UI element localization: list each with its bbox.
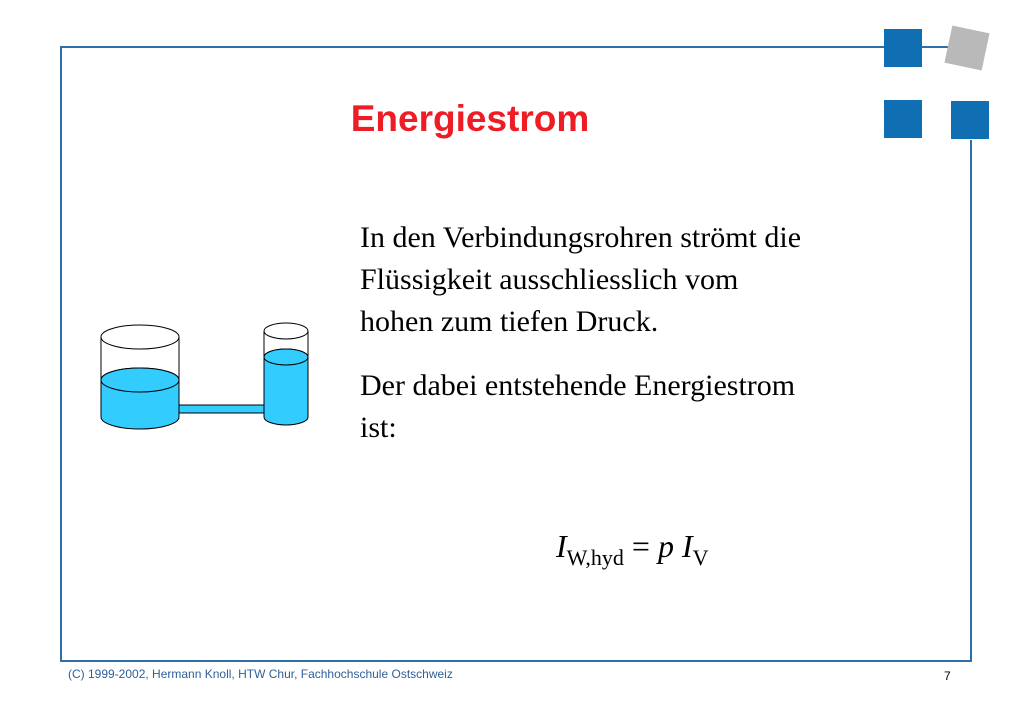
- slide-title: Energiestrom: [350, 98, 590, 139]
- frame-top-line: [60, 46, 972, 48]
- formula-equals: =: [631, 528, 650, 564]
- frame-right-line: [970, 140, 972, 662]
- paragraph-line: Der dabei entstehende Energiestrom: [360, 369, 796, 402]
- large-vessel: [101, 325, 179, 429]
- paragraph-line: In den Verbindungsrohren strömt die: [360, 221, 802, 254]
- paragraph-line: ist:: [360, 411, 397, 444]
- formula-symbol: I: [556, 528, 567, 564]
- frame-bottom-line: [60, 660, 972, 662]
- deco-square-blue: [884, 100, 922, 138]
- formula-pressure: p: [657, 528, 674, 564]
- deco-square-blue: [951, 101, 989, 139]
- energy-flow-formula: [556, 528, 709, 571]
- paragraph-line: Flüssigkeit ausschliesslich vom: [360, 263, 739, 296]
- connecting-pipe: [176, 405, 266, 413]
- body-paragraph-2: [360, 365, 960, 449]
- formula-symbol: I: [681, 528, 693, 564]
- formula-subscript: W,hyd: [566, 545, 624, 570]
- deco-square-gray: [944, 25, 989, 70]
- footer-copyright: (C) 1999-2002, Hermann Knoll, HTW Chur, Fachhochschule Ostschweiz: [68, 667, 453, 681]
- page-number: 7: [944, 669, 951, 683]
- frame-left-line: [60, 46, 62, 662]
- body-paragraph-1: [360, 217, 960, 343]
- paragraph-line: hohen zum tiefen Druck.: [360, 305, 659, 338]
- small-vessel: [264, 323, 308, 425]
- formula-subscript: V: [692, 545, 709, 570]
- communicating-vessels-icon: [96, 316, 326, 438]
- deco-square-blue: [884, 29, 922, 67]
